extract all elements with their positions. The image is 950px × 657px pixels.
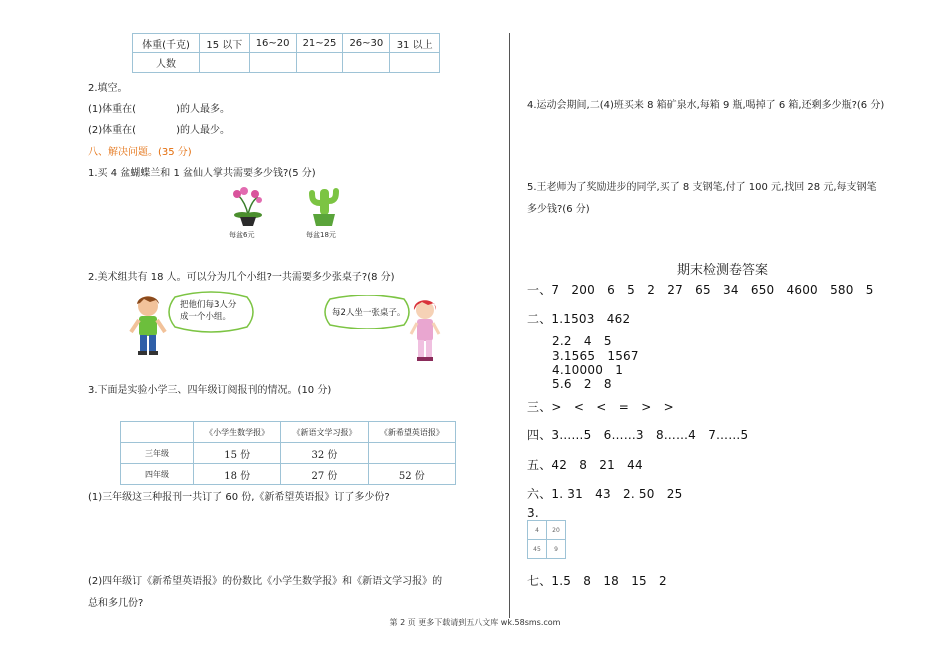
newspaper-table-cell: 52 份	[368, 464, 455, 485]
question-3-2-line1: (2)四年级订《新希望英语报》的份数比《小学生数学报》和《新语文学习报》的	[88, 576, 443, 587]
question-1: 1.买 4 盆蝴蝶兰和 1 盆仙人掌共需要多少钱?(5 分)	[88, 168, 316, 179]
cactus-price-caption: 每盆18元	[306, 231, 336, 239]
answer-3: 三、> < < = > >	[527, 400, 674, 414]
page-footer: 第 2 页 更多下载请到五八文库 wk.58sms.com	[389, 618, 561, 627]
answer-mini-grid	[527, 520, 566, 559]
mini-grid-cell: 4	[528, 521, 547, 540]
orchid-plant-illustration	[228, 185, 268, 227]
section-8-title: 八、解决问题。(35 分)	[88, 147, 192, 158]
mini-grid-cell: 9	[547, 540, 566, 559]
mini-grid-cell: 20	[547, 521, 566, 540]
orchid-price-caption: 每盆6元	[229, 231, 255, 239]
weight-table-cell	[200, 53, 250, 73]
newspaper-table-cell: 18 份	[194, 464, 281, 485]
answer-2-1: 二、1.1503 462	[527, 312, 631, 326]
question-5-line1: 5.王老师为了奖励进步的同学,买了 8 支钢笔,付了 100 元,找回 28 元,每支钢笔	[527, 182, 877, 193]
newspaper-table-cell: 27 份	[281, 464, 368, 485]
table-row	[121, 443, 456, 464]
speech-bubble-left-text: 把他们每3人分成一个小组。	[180, 300, 237, 322]
newspaper-table-cell	[368, 443, 455, 464]
mini-grid-cell: 45	[528, 540, 547, 559]
weight-table	[132, 33, 440, 73]
page-divider	[509, 33, 510, 618]
answer-7: 七、1.5 8 18 15 2	[527, 574, 667, 588]
answer-2-5: 5.6 2 8	[552, 377, 612, 391]
weight-table-header: 15 以下	[200, 34, 250, 53]
fill-in-q2: (2)体重在( )的人最少。	[88, 125, 230, 136]
answer-key-title: 期末检测卷答案	[677, 263, 769, 278]
weight-table-header: 26~30	[343, 34, 390, 53]
weight-table-cell	[343, 53, 390, 73]
fill-in-q1: (1)体重在( )的人最多。	[88, 104, 230, 115]
answer-6: 六、1. 31 43 2. 50 25	[527, 487, 683, 501]
answer-5: 五、42 8 21 44	[527, 458, 643, 472]
question-4: 4.运动会期间,二(4)班买来 8 箱矿泉水,每箱 9 瓶,喝掉了 6 箱,还剩多少瓶?(6 分)	[527, 100, 885, 111]
newspaper-table-header: 《新希望英语报》	[368, 422, 455, 443]
weight-table-header: 31 以上	[390, 34, 440, 53]
question-3: 3.下面是实验小学三、四年级订阅报刊的情况。(10 分)	[88, 385, 332, 396]
weight-table-header: 体重(千克)	[133, 34, 200, 53]
newspaper-table-cell: 15 份	[194, 443, 281, 464]
newspaper-table-header: 《新语文学习报》	[281, 422, 368, 443]
cactus-plant-illustration	[304, 183, 344, 228]
girl-illustration	[408, 296, 442, 364]
weight-table-header: 16~20	[249, 34, 296, 53]
newspaper-table-cell: 三年级	[121, 443, 194, 464]
newspaper-table-header	[121, 422, 194, 443]
answer-4: 四、3……5 6……3 8……4 7……5	[527, 428, 749, 442]
answer-2-2: 2.2 4 5	[552, 334, 612, 348]
speech-bubble-right-text: 每2人坐一张桌子。	[332, 308, 406, 318]
weight-table-cell	[249, 53, 296, 73]
newspaper-table-cell: 32 份	[281, 443, 368, 464]
answer-1: 一、7 200 6 5 2 27 65 34 650 4600 580 5	[527, 283, 874, 297]
weight-table-row-label: 人数	[133, 53, 200, 73]
question-5-line2: 多少钱?(6 分)	[527, 204, 590, 215]
newspaper-table-header: 《小学生数学报》	[194, 422, 281, 443]
question-3-2-line2: 总和多几份?	[88, 598, 144, 609]
table-row	[121, 464, 456, 485]
weight-table-header: 21~25	[296, 34, 343, 53]
fill-in-title: 2.填空。	[88, 83, 128, 94]
question-2: 2.美术组共有 18 人。可以分为几个小组?一共需要多少张桌子?(8 分)	[88, 272, 395, 283]
answer-6-3: 3.	[527, 506, 539, 520]
question-3-1: (1)三年级这三种报刊一共订了 60 份,《新希望英语报》订了多少份?	[88, 492, 390, 503]
newspaper-table	[120, 421, 456, 485]
weight-table-cell	[296, 53, 343, 73]
newspaper-table-cell: 四年级	[121, 464, 194, 485]
weight-table-cell	[390, 53, 440, 73]
boy-illustration	[128, 292, 168, 358]
answer-2-4: 4.10000 1	[552, 363, 624, 377]
answer-2-3: 3.1565 1567	[552, 349, 639, 363]
